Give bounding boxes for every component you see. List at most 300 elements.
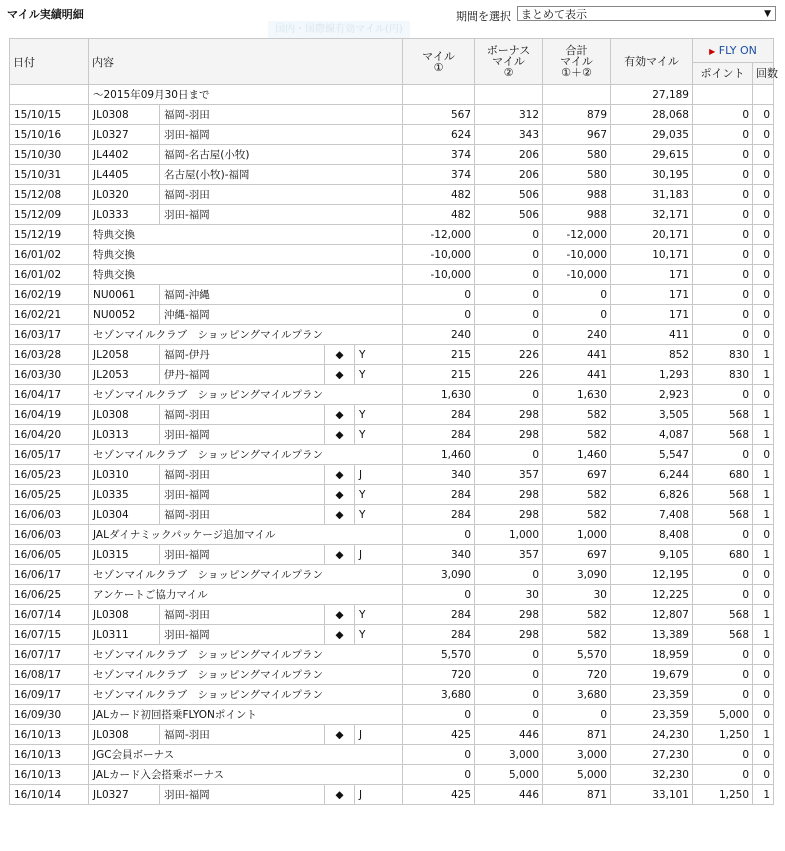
mileage-table (9, 38, 778, 805)
cell-class: J (355, 465, 403, 485)
cell-mile: -12,000 (403, 225, 475, 245)
cell-point: 568 (693, 485, 753, 505)
cell-route: 伊丹-福岡 (160, 365, 325, 385)
cell-mile: 374 (403, 165, 475, 185)
cell-count: 0 (753, 665, 774, 685)
cell-point: 1,250 (693, 785, 753, 805)
cell-description: セゾンマイルクラブ ショッピングマイルプラン (89, 665, 403, 685)
table-row (10, 345, 774, 365)
cell-bonus: 312 (475, 105, 543, 125)
cell-route: 福岡-羽田 (160, 405, 325, 425)
cell-total: 441 (543, 345, 611, 365)
cell-point: 830 (693, 345, 753, 365)
cell-valid: 12,807 (611, 605, 693, 625)
cell-count: 0 (753, 385, 774, 405)
triangle-down-icon[interactable]: ▼ (764, 9, 771, 19)
cell-count: 0 (753, 285, 774, 305)
cell-point: 0 (693, 265, 753, 285)
table-row (10, 785, 774, 805)
cell-diamond-icon: ◆ (325, 405, 355, 425)
col-count: 回数 (753, 63, 774, 85)
cell-count: 0 (753, 305, 774, 325)
cell-valid: 852 (611, 345, 693, 365)
cell-date: 16/04/20 (10, 425, 89, 445)
cell-date: 16/02/21 (10, 305, 89, 325)
table-row (10, 665, 774, 685)
cell-route: 福岡-羽田 (160, 505, 325, 525)
cell-date: 15/12/08 (10, 185, 89, 205)
cell-total: 582 (543, 505, 611, 525)
cell-date: 16/01/02 (10, 265, 89, 285)
cell-point: 568 (693, 405, 753, 425)
cell-description: JALカード入会搭乗ボーナス (89, 765, 403, 785)
cell-date (10, 85, 89, 105)
cell-point: 0 (693, 585, 753, 605)
cell-count: 0 (753, 325, 774, 345)
cell-description: セゾンマイルクラブ ショッピングマイルプラン (89, 645, 403, 665)
period-selected-value: まとめて表示 (521, 8, 587, 21)
cell-date: 16/05/17 (10, 445, 89, 465)
cell-route: 名古屋(小牧)-福岡 (160, 165, 403, 185)
cell-date: 16/06/17 (10, 565, 89, 585)
cell-flight: JL0327 (89, 125, 160, 145)
cell-total: 871 (543, 725, 611, 745)
cell-count: 1 (753, 345, 774, 365)
period-select[interactable] (517, 6, 776, 21)
cell-mile: 284 (403, 425, 475, 445)
cell-class: J (355, 545, 403, 565)
table-row (10, 385, 774, 405)
table-row (10, 485, 774, 505)
cell-point: 0 (693, 105, 753, 125)
cell-count: 0 (753, 185, 774, 205)
cell-point: 5,000 (693, 705, 753, 725)
cell-count: 0 (753, 205, 774, 225)
cell-total: 580 (543, 165, 611, 185)
cell-point: 0 (693, 165, 753, 185)
cell-diamond-icon: ◆ (325, 625, 355, 645)
table-row (10, 705, 774, 725)
period-label: 期間を選択 (456, 10, 511, 23)
col-valid: 有効マイル (611, 39, 693, 85)
cell-description: セゾンマイルクラブ ショッピングマイルプラン (89, 385, 403, 405)
cell-mile: 567 (403, 105, 475, 125)
cell-date: 15/12/09 (10, 205, 89, 225)
cell-count: 0 (753, 765, 774, 785)
cell-route: 羽田-福岡 (160, 625, 325, 645)
cell-point: 0 (693, 525, 753, 545)
cell-bonus: 0 (475, 445, 543, 465)
cell-date: 16/07/15 (10, 625, 89, 645)
cell-bonus (475, 85, 543, 105)
cell-point: 0 (693, 285, 753, 305)
cell-total: 1,630 (543, 385, 611, 405)
table-row (10, 405, 774, 425)
cell-valid: 1,293 (611, 365, 693, 385)
cell-total: 5,000 (543, 765, 611, 785)
cell-total: 0 (543, 305, 611, 325)
cell-date: 16/09/17 (10, 685, 89, 705)
cell-date: 16/05/23 (10, 465, 89, 485)
cell-bonus: 506 (475, 205, 543, 225)
cell-mile: 1,630 (403, 385, 475, 405)
cell-flight: JL0308 (89, 405, 160, 425)
cell-bonus: 0 (475, 645, 543, 665)
cell-bonus: 298 (475, 425, 543, 445)
cell-count: 0 (753, 565, 774, 585)
cell-route: 沖縄-福岡 (160, 305, 403, 325)
cell-route: 羽田-福岡 (160, 205, 403, 225)
cell-diamond-icon: ◆ (325, 485, 355, 505)
cell-bonus: 0 (475, 385, 543, 405)
cell-date: 16/01/02 (10, 245, 89, 265)
cell-diamond-icon: ◆ (325, 505, 355, 525)
cell-total: 1,000 (543, 525, 611, 545)
table-row (10, 645, 774, 665)
cell-route: 福岡-伊丹 (160, 345, 325, 365)
cell-bonus: 298 (475, 605, 543, 625)
cell-valid: 5,547 (611, 445, 693, 465)
table-row (10, 765, 774, 785)
table-row (10, 685, 774, 705)
cell-total: 988 (543, 185, 611, 205)
cell-date: 15/10/15 (10, 105, 89, 125)
col-mile: マイル ① (403, 39, 475, 85)
cell-mile: -10,000 (403, 245, 475, 265)
cell-class: Y (355, 505, 403, 525)
table-row (10, 625, 774, 645)
cell-class: Y (355, 405, 403, 425)
cell-valid: 29,035 (611, 125, 693, 145)
cell-point: 0 (693, 205, 753, 225)
cell-description: セゾンマイルクラブ ショッピングマイルプラン (89, 565, 403, 585)
cell-mile: 5,570 (403, 645, 475, 665)
cell-valid: 3,505 (611, 405, 693, 425)
cell-valid: 24,230 (611, 725, 693, 745)
cell-valid: 19,679 (611, 665, 693, 685)
cell-mile: 0 (403, 305, 475, 325)
cell-flight: JL4405 (89, 165, 160, 185)
cell-point: 680 (693, 465, 753, 485)
cell-date: 16/08/17 (10, 665, 89, 685)
table-row (10, 305, 774, 325)
cell-route: 福岡-名古屋(小牧) (160, 145, 403, 165)
cell-valid: 32,171 (611, 205, 693, 225)
cell-flight: JL0310 (89, 465, 160, 485)
cell-count: 1 (753, 605, 774, 625)
cell-bonus: 343 (475, 125, 543, 145)
cell-total: 3,680 (543, 685, 611, 705)
cell-count: 0 (753, 645, 774, 665)
cell-total: 582 (543, 625, 611, 645)
cell-description: JALダイナミックパッケージ追加マイル (89, 525, 403, 545)
cell-count: 0 (753, 105, 774, 125)
cell-date: 15/10/30 (10, 145, 89, 165)
cell-date: 16/10/13 (10, 725, 89, 745)
cell-description: 特典交換 (89, 245, 403, 265)
cell-count: 0 (753, 145, 774, 165)
cell-mile: 0 (403, 705, 475, 725)
cell-date: 16/06/03 (10, 525, 89, 545)
cell-valid: 8,408 (611, 525, 693, 545)
cell-flight: JL2058 (89, 345, 160, 365)
cell-route: 福岡-羽田 (160, 605, 325, 625)
cell-mile: 0 (403, 525, 475, 545)
cell-date: 16/10/13 (10, 745, 89, 765)
cell-valid: 28,068 (611, 105, 693, 125)
cell-diamond-icon: ◆ (325, 785, 355, 805)
table-row (10, 125, 774, 145)
cell-flight: JL0315 (89, 545, 160, 565)
cell-flight: JL0335 (89, 485, 160, 505)
cell-total: 1,460 (543, 445, 611, 465)
cell-count: 1 (753, 485, 774, 505)
col-point: ポイント (693, 63, 753, 85)
cell-flight: JL2053 (89, 365, 160, 385)
cell-count: 0 (753, 225, 774, 245)
table-row (10, 725, 774, 745)
cell-total: 3,090 (543, 565, 611, 585)
cell-total (543, 85, 611, 105)
cell-bonus: 0 (475, 705, 543, 725)
cell-route: 福岡-羽田 (160, 185, 403, 205)
table-row (10, 185, 774, 205)
cell-mile: 284 (403, 605, 475, 625)
cell-total: 582 (543, 605, 611, 625)
cell-total: -10,000 (543, 265, 611, 285)
cell-valid: 411 (611, 325, 693, 345)
cell-date: 16/09/30 (10, 705, 89, 725)
cell-point: 0 (693, 225, 753, 245)
cell-point: 0 (693, 665, 753, 685)
col-date: 日付 (10, 39, 89, 85)
table-row (10, 545, 774, 565)
cell-bonus: 226 (475, 345, 543, 365)
cell-description: JGC会員ボーナス (89, 745, 403, 765)
cell-description: セゾンマイルクラブ ショッピングマイルプラン (89, 325, 403, 345)
cell-count: 0 (753, 165, 774, 185)
cell-point: 0 (693, 645, 753, 665)
cell-point: 0 (693, 185, 753, 205)
cell-bonus: 298 (475, 405, 543, 425)
cell-bonus: 0 (475, 565, 543, 585)
cell-bonus: 446 (475, 725, 543, 745)
cell-bonus: 0 (475, 285, 543, 305)
cell-total: -12,000 (543, 225, 611, 245)
cell-mile: 284 (403, 405, 475, 425)
cell-valid: 23,359 (611, 705, 693, 725)
cell-bonus: 206 (475, 165, 543, 185)
cell-count: 1 (753, 625, 774, 645)
cell-valid: 171 (611, 285, 693, 305)
table-row (10, 245, 774, 265)
cell-valid: 13,389 (611, 625, 693, 645)
cell-mile: 3,090 (403, 565, 475, 585)
cell-count: 0 (753, 445, 774, 465)
table-row (10, 465, 774, 485)
cell-count: 1 (753, 365, 774, 385)
table-row (10, 225, 774, 245)
table-row (10, 285, 774, 305)
cell-description: 特典交換 (89, 225, 403, 245)
cell-count: 1 (753, 465, 774, 485)
cell-route: 福岡-沖縄 (160, 285, 403, 305)
cell-mile: 240 (403, 325, 475, 345)
cell-mile: 425 (403, 785, 475, 805)
cell-class: J (355, 725, 403, 745)
table-row (10, 525, 774, 545)
cell-class: Y (355, 625, 403, 645)
cell-flight: JL0313 (89, 425, 160, 445)
cell-count: 0 (753, 125, 774, 145)
cell-description: セゾンマイルクラブ ショッピングマイルプラン (89, 685, 403, 705)
cell-total: 582 (543, 405, 611, 425)
cell-point: 568 (693, 625, 753, 645)
cell-bonus: 357 (475, 465, 543, 485)
cell-route: 羽田-福岡 (160, 545, 325, 565)
cell-valid: 9,105 (611, 545, 693, 565)
cell-route: 羽田-福岡 (160, 125, 403, 145)
cell-mile: 340 (403, 465, 475, 485)
cell-date: 16/05/25 (10, 485, 89, 505)
cell-description: アンケートご協力マイル (89, 585, 403, 605)
cell-date: 16/06/03 (10, 505, 89, 525)
cell-class: Y (355, 425, 403, 445)
cell-date: 16/03/17 (10, 325, 89, 345)
cell-bonus: 1,000 (475, 525, 543, 545)
cell-total: 5,570 (543, 645, 611, 665)
cell-point (693, 85, 753, 105)
cell-diamond-icon: ◆ (325, 365, 355, 385)
cell-route: 福岡-羽田 (160, 465, 325, 485)
cell-valid: 12,225 (611, 585, 693, 605)
cell-valid: 23,359 (611, 685, 693, 705)
cell-total: 871 (543, 785, 611, 805)
table-row (10, 445, 774, 465)
cell-mile (403, 85, 475, 105)
cell-date: 15/12/19 (10, 225, 89, 245)
table-row (10, 105, 774, 125)
cell-bonus: 5,000 (475, 765, 543, 785)
cell-count: 0 (753, 245, 774, 265)
cell-total: 30 (543, 585, 611, 605)
cell-class: Y (355, 365, 403, 385)
cell-mile: 374 (403, 145, 475, 165)
cell-flight: JL0304 (89, 505, 160, 525)
cell-valid: 6,244 (611, 465, 693, 485)
cell-point: 1,250 (693, 725, 753, 745)
cell-bonus: 226 (475, 365, 543, 385)
cell-bonus: 357 (475, 545, 543, 565)
cell-point: 0 (693, 305, 753, 325)
cell-point: 0 (693, 565, 753, 585)
cell-bonus: 30 (475, 585, 543, 605)
cell-total: 3,000 (543, 745, 611, 765)
cell-valid: 18,959 (611, 645, 693, 665)
cell-valid: 33,101 (611, 785, 693, 805)
cell-count: 1 (753, 405, 774, 425)
cell-count: 0 (753, 525, 774, 545)
cell-bonus: 446 (475, 785, 543, 805)
cell-total: 697 (543, 465, 611, 485)
triangle-right-icon: ▶ (709, 46, 716, 56)
cell-count: 1 (753, 785, 774, 805)
cell-mile: 482 (403, 205, 475, 225)
table-row (10, 605, 774, 625)
col-flyon[interactable]: ▶ FLY ON (693, 39, 774, 63)
cell-bonus: 0 (475, 665, 543, 685)
col-total: 合計 マイル ①＋② (543, 39, 611, 85)
cell-bonus: 298 (475, 625, 543, 645)
table-row (10, 745, 774, 765)
cell-count: 0 (753, 745, 774, 765)
cell-total: 582 (543, 485, 611, 505)
cell-flight: JL0327 (89, 785, 160, 805)
cell-point: 0 (693, 745, 753, 765)
cell-flight: NU0052 (89, 305, 160, 325)
cell-route: 羽田-福岡 (160, 485, 325, 505)
table-row (10, 145, 774, 165)
cell-route: 羽田-福岡 (160, 785, 325, 805)
cell-valid: 29,615 (611, 145, 693, 165)
cell-diamond-icon: ◆ (325, 605, 355, 625)
cell-bonus: 506 (475, 185, 543, 205)
cell-date: 16/10/13 (10, 765, 89, 785)
cell-point: 568 (693, 425, 753, 445)
cell-valid: 27,189 (611, 85, 693, 105)
cell-bonus: 0 (475, 685, 543, 705)
table-row (10, 505, 774, 525)
cell-bonus: 0 (475, 245, 543, 265)
cell-mile: 0 (403, 585, 475, 605)
cell-bonus: 298 (475, 485, 543, 505)
cell-diamond-icon: ◆ (325, 345, 355, 365)
cell-point: 0 (693, 685, 753, 705)
cell-count: 1 (753, 545, 774, 565)
cell-total: 441 (543, 365, 611, 385)
cell-class: Y (355, 345, 403, 365)
cell-valid: 27,230 (611, 745, 693, 765)
cell-total: 988 (543, 205, 611, 225)
cell-flight: JL0308 (89, 105, 160, 125)
cell-valid: 31,183 (611, 185, 693, 205)
cell-flight: JL0320 (89, 185, 160, 205)
cell-diamond-icon: ◆ (325, 425, 355, 445)
cell-valid: 4,087 (611, 425, 693, 445)
cell-description: セゾンマイルクラブ ショッピングマイルプラン (89, 445, 403, 465)
cell-bonus: 298 (475, 505, 543, 525)
cell-bonus: 0 (475, 265, 543, 285)
cell-class: Y (355, 485, 403, 505)
cell-valid: 20,171 (611, 225, 693, 245)
cell-point: 680 (693, 545, 753, 565)
cell-mile: 284 (403, 505, 475, 525)
cell-valid: 6,826 (611, 485, 693, 505)
cell-mile: -10,000 (403, 265, 475, 285)
cell-count: 0 (753, 585, 774, 605)
cell-point: 0 (693, 245, 753, 265)
table-row (10, 85, 774, 105)
cell-total: -10,000 (543, 245, 611, 265)
cell-count: 0 (753, 265, 774, 285)
cell-total: 0 (543, 285, 611, 305)
cell-bonus: 3,000 (475, 745, 543, 765)
cell-date: 16/10/14 (10, 785, 89, 805)
cell-description: ～2015年09月30日まで (89, 85, 403, 105)
cell-date: 16/03/30 (10, 365, 89, 385)
cell-class: J (355, 785, 403, 805)
cell-valid: 7,408 (611, 505, 693, 525)
